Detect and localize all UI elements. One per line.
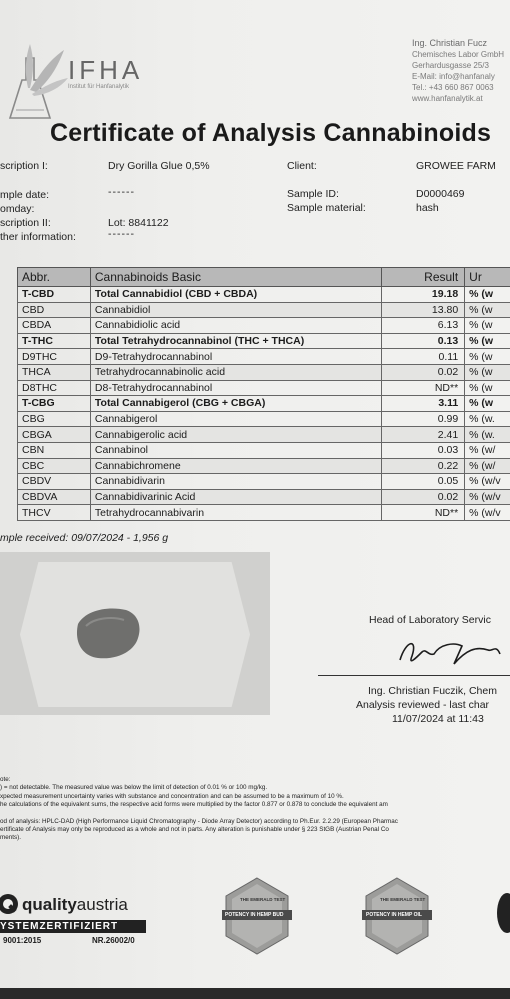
cell-abbr: CBGA xyxy=(18,427,91,443)
cell-name: Cannabidiolic acid xyxy=(90,318,381,334)
footnote-line: he calculations of the equivalent sums, the respective acid forms were multiplied by the factor 0.877 or 0.878 to conclude the equivalent am xyxy=(0,801,388,809)
cell-name: Cannabigerolic acid xyxy=(90,427,381,443)
cell-result: 0.02 xyxy=(382,489,465,505)
cell-result: 0.02 xyxy=(382,364,465,380)
table-row xyxy=(18,302,510,318)
cell-unit: % (w. xyxy=(465,411,510,427)
signatory-name: Ing. Christian Fuczik, Chem xyxy=(368,685,497,697)
cell-unit: % (w/v xyxy=(465,474,510,490)
cell-unit: % (w. xyxy=(465,427,510,443)
sample-material-label: Sample material: xyxy=(287,202,366,214)
desc1-label: scription I: xyxy=(0,160,48,172)
header-unit: Ur xyxy=(465,268,510,287)
cell-unit: % (w xyxy=(465,364,510,380)
analysis-reviewed: Analysis reviewed - last char xyxy=(356,699,490,711)
footnote-line: ertificate of Analysis may only be reproduced as a whole and not in parts. Any alteration is punishable under § 223 StGB (Austrian Penal Co xyxy=(0,826,389,834)
cell-abbr: CBDA xyxy=(18,318,91,334)
cell-abbr: T-THC xyxy=(18,333,91,349)
lab-line1: Chemisches Labor GmbH xyxy=(412,50,505,59)
lab-address xyxy=(412,38,504,104)
cell-abbr: T-CBD xyxy=(18,287,91,303)
client-label: Client: xyxy=(287,160,317,172)
cell-result: ND** xyxy=(382,380,465,396)
cell-result: 3.11 xyxy=(382,396,465,412)
footnote-line xyxy=(0,810,510,818)
sample-id-label: Sample ID: xyxy=(287,188,339,200)
cell-name: Cannabidiol xyxy=(90,302,381,318)
cell-result: 0.05 xyxy=(382,474,465,490)
cell-name: Tetrahydrocannabinolic acid xyxy=(90,364,381,380)
footnote-line: ) = not detectable. The measured value was below the limit of detection of 0.01 % or 100 mg/kg. xyxy=(0,784,268,792)
systemzertifiziert-bar: YSTEMZERTIFIZIERT xyxy=(0,920,146,933)
header-result: Result xyxy=(382,268,465,287)
table-row xyxy=(18,380,510,396)
badge-bud-top-text: THE EMERALD TEST xyxy=(240,897,286,902)
head-of-lab-label: Head of Laboratory Servic xyxy=(369,614,491,626)
cell-abbr: T-CBG xyxy=(18,396,91,412)
header-abbr: Abbr. xyxy=(18,268,91,287)
cell-result: 19.18 xyxy=(382,287,465,303)
cell-unit: % (w xyxy=(465,349,510,365)
table-row xyxy=(18,442,510,458)
cell-result: 13.80 xyxy=(382,302,465,318)
table-row xyxy=(18,287,510,303)
sample-date-label: mple date: xyxy=(0,189,50,201)
lab-tel: Tel.: +43 660 867 0063 xyxy=(412,83,494,92)
cell-unit: % (w/ xyxy=(465,442,510,458)
cell-unit: % (w xyxy=(465,302,510,318)
cell-result: 0.03 xyxy=(382,442,465,458)
cell-abbr: THCV xyxy=(18,505,91,521)
desc2-label: scription II: xyxy=(0,217,51,229)
table-row xyxy=(18,349,510,365)
cell-result: 0.13 xyxy=(382,333,465,349)
cell-name: Cannabichromene xyxy=(90,458,381,474)
partial-logo-right-edge xyxy=(497,893,510,933)
cell-result: 0.11 xyxy=(382,349,465,365)
cell-result: 2.41 xyxy=(382,427,465,443)
table-row xyxy=(18,427,510,443)
cell-abbr: CBN xyxy=(18,442,91,458)
cell-abbr: CBD xyxy=(18,302,91,318)
cell-unit: % (w/v xyxy=(465,505,510,521)
cell-unit: % (w xyxy=(465,318,510,334)
cell-abbr: D9THC xyxy=(18,349,91,365)
desc1-value: Dry Gorilla Glue 0,5% xyxy=(108,160,210,172)
sample-received: mple received: 09/07/2024 - 1,956 g xyxy=(0,532,169,544)
header-cannabinoids: Cannabinoids Basic xyxy=(90,268,381,287)
table-row xyxy=(18,458,510,474)
cell-result: 6.13 xyxy=(382,318,465,334)
review-date: 11/07/2024 at 11:43 xyxy=(392,713,484,725)
cell-abbr: CBC xyxy=(18,458,91,474)
cell-unit: % (w/v xyxy=(465,489,510,505)
lab-line2: Gerhardusgasse 25/3 xyxy=(412,61,489,70)
table-row xyxy=(18,364,510,380)
cell-name: Cannabinol xyxy=(90,442,381,458)
sample-date-value: ------ xyxy=(108,186,135,198)
sample-photo xyxy=(0,552,270,715)
cell-name: Cannabidivarinic Acid xyxy=(90,489,381,505)
badge-bud-band-text: POTENCY IN HEMP BUD xyxy=(225,912,284,918)
certificate-number: NR.26002/0 xyxy=(92,936,135,945)
footnote-line: xpected measurement uncertainty varies with substance and concentration and can be assumed to be a maximum of 10 %. xyxy=(0,792,344,800)
cell-name: Total Tetrahydrocannabinol (THC + THCA) xyxy=(90,333,381,349)
table-header-row xyxy=(18,268,510,287)
cannabinoid-results-table xyxy=(17,267,510,521)
lab-name: Ing. Christian Fucz xyxy=(412,38,488,48)
cell-name: Total Cannabidiol (CBD + CBDA) xyxy=(90,287,381,303)
qa-word-bold: quality xyxy=(22,895,77,914)
table-row xyxy=(18,474,510,490)
client-value: GROWEE FARM xyxy=(416,160,496,172)
table-row xyxy=(18,396,510,412)
footnotes xyxy=(0,776,510,843)
footnote-line: ote: xyxy=(0,776,11,783)
footnote-line: ments). xyxy=(0,834,21,842)
cell-name: D8-Tetrahydrocannabinol xyxy=(90,380,381,396)
other-info-label: ther information: xyxy=(0,231,76,243)
table-row xyxy=(18,411,510,427)
cell-name: Cannabidivarin xyxy=(90,474,381,490)
other-info-value: ------ xyxy=(108,228,135,240)
cell-name: D9-Tetrahydrocannabinol xyxy=(90,349,381,365)
cell-abbr: CBDV xyxy=(18,474,91,490)
cell-result: 0.99 xyxy=(382,411,465,427)
logo-subtitle: Institut für Hanfanalytik xyxy=(68,84,130,90)
sample-id-value: D0000469 xyxy=(416,188,465,200)
iso-standard: 9001:2015 xyxy=(3,936,42,945)
background-edge xyxy=(0,988,510,999)
cell-unit: % (w xyxy=(465,287,510,303)
cell-abbr: THCA xyxy=(18,364,91,380)
qualityaustria-wordmark xyxy=(22,895,128,915)
document-title: Certificate of Analysis Cannabinoids xyxy=(50,119,492,147)
desc2-value: Lot: 8841122 xyxy=(108,217,169,229)
hash-sample-image xyxy=(72,604,144,662)
cell-result: 0.22 xyxy=(382,458,465,474)
cell-unit: % (w/ xyxy=(465,458,510,474)
footnote-line: od of analysis: HPLC-DAD (High Performance Liquid Chromatography - Diode Array Detector) according to Ph.Eur. 2.2.29 (European Pharmac xyxy=(0,817,398,825)
cell-abbr: CBDVA xyxy=(18,489,91,505)
cell-result: ND** xyxy=(382,505,465,521)
signature-line xyxy=(318,675,510,676)
cell-name: Tetrahydrocannabivarin xyxy=(90,505,381,521)
cell-unit: % (w xyxy=(465,380,510,396)
cell-name: Total Cannabigerol (CBG + CBGA) xyxy=(90,396,381,412)
logo-wordmark: IFHA xyxy=(68,55,144,85)
cell-unit: % (w xyxy=(465,396,510,412)
lab-web: www.hanfanalytik.at xyxy=(412,94,483,103)
sample-material-value: hash xyxy=(416,202,439,214)
from-label: omday: xyxy=(0,203,35,215)
badge-oil-band-text: POTENCY IN HEMP OIL xyxy=(366,912,422,918)
lab-email: E-Mail: info@hanfanaly xyxy=(412,72,495,81)
table-row xyxy=(18,333,510,349)
qa-word-rest: austria xyxy=(76,895,128,914)
cell-abbr: CBG xyxy=(18,411,91,427)
table-row xyxy=(18,505,510,521)
qualityaustria-q-icon xyxy=(0,892,20,916)
cell-name: Cannabigerol xyxy=(90,411,381,427)
cell-abbr: D8THC xyxy=(18,380,91,396)
cell-unit: % (w xyxy=(465,333,510,349)
badge-oil-top-text: THE EMERALD TEST xyxy=(380,897,426,902)
table-body xyxy=(18,287,510,521)
handwritten-signature xyxy=(396,634,506,670)
table-row xyxy=(18,318,510,334)
table-row xyxy=(18,489,510,505)
